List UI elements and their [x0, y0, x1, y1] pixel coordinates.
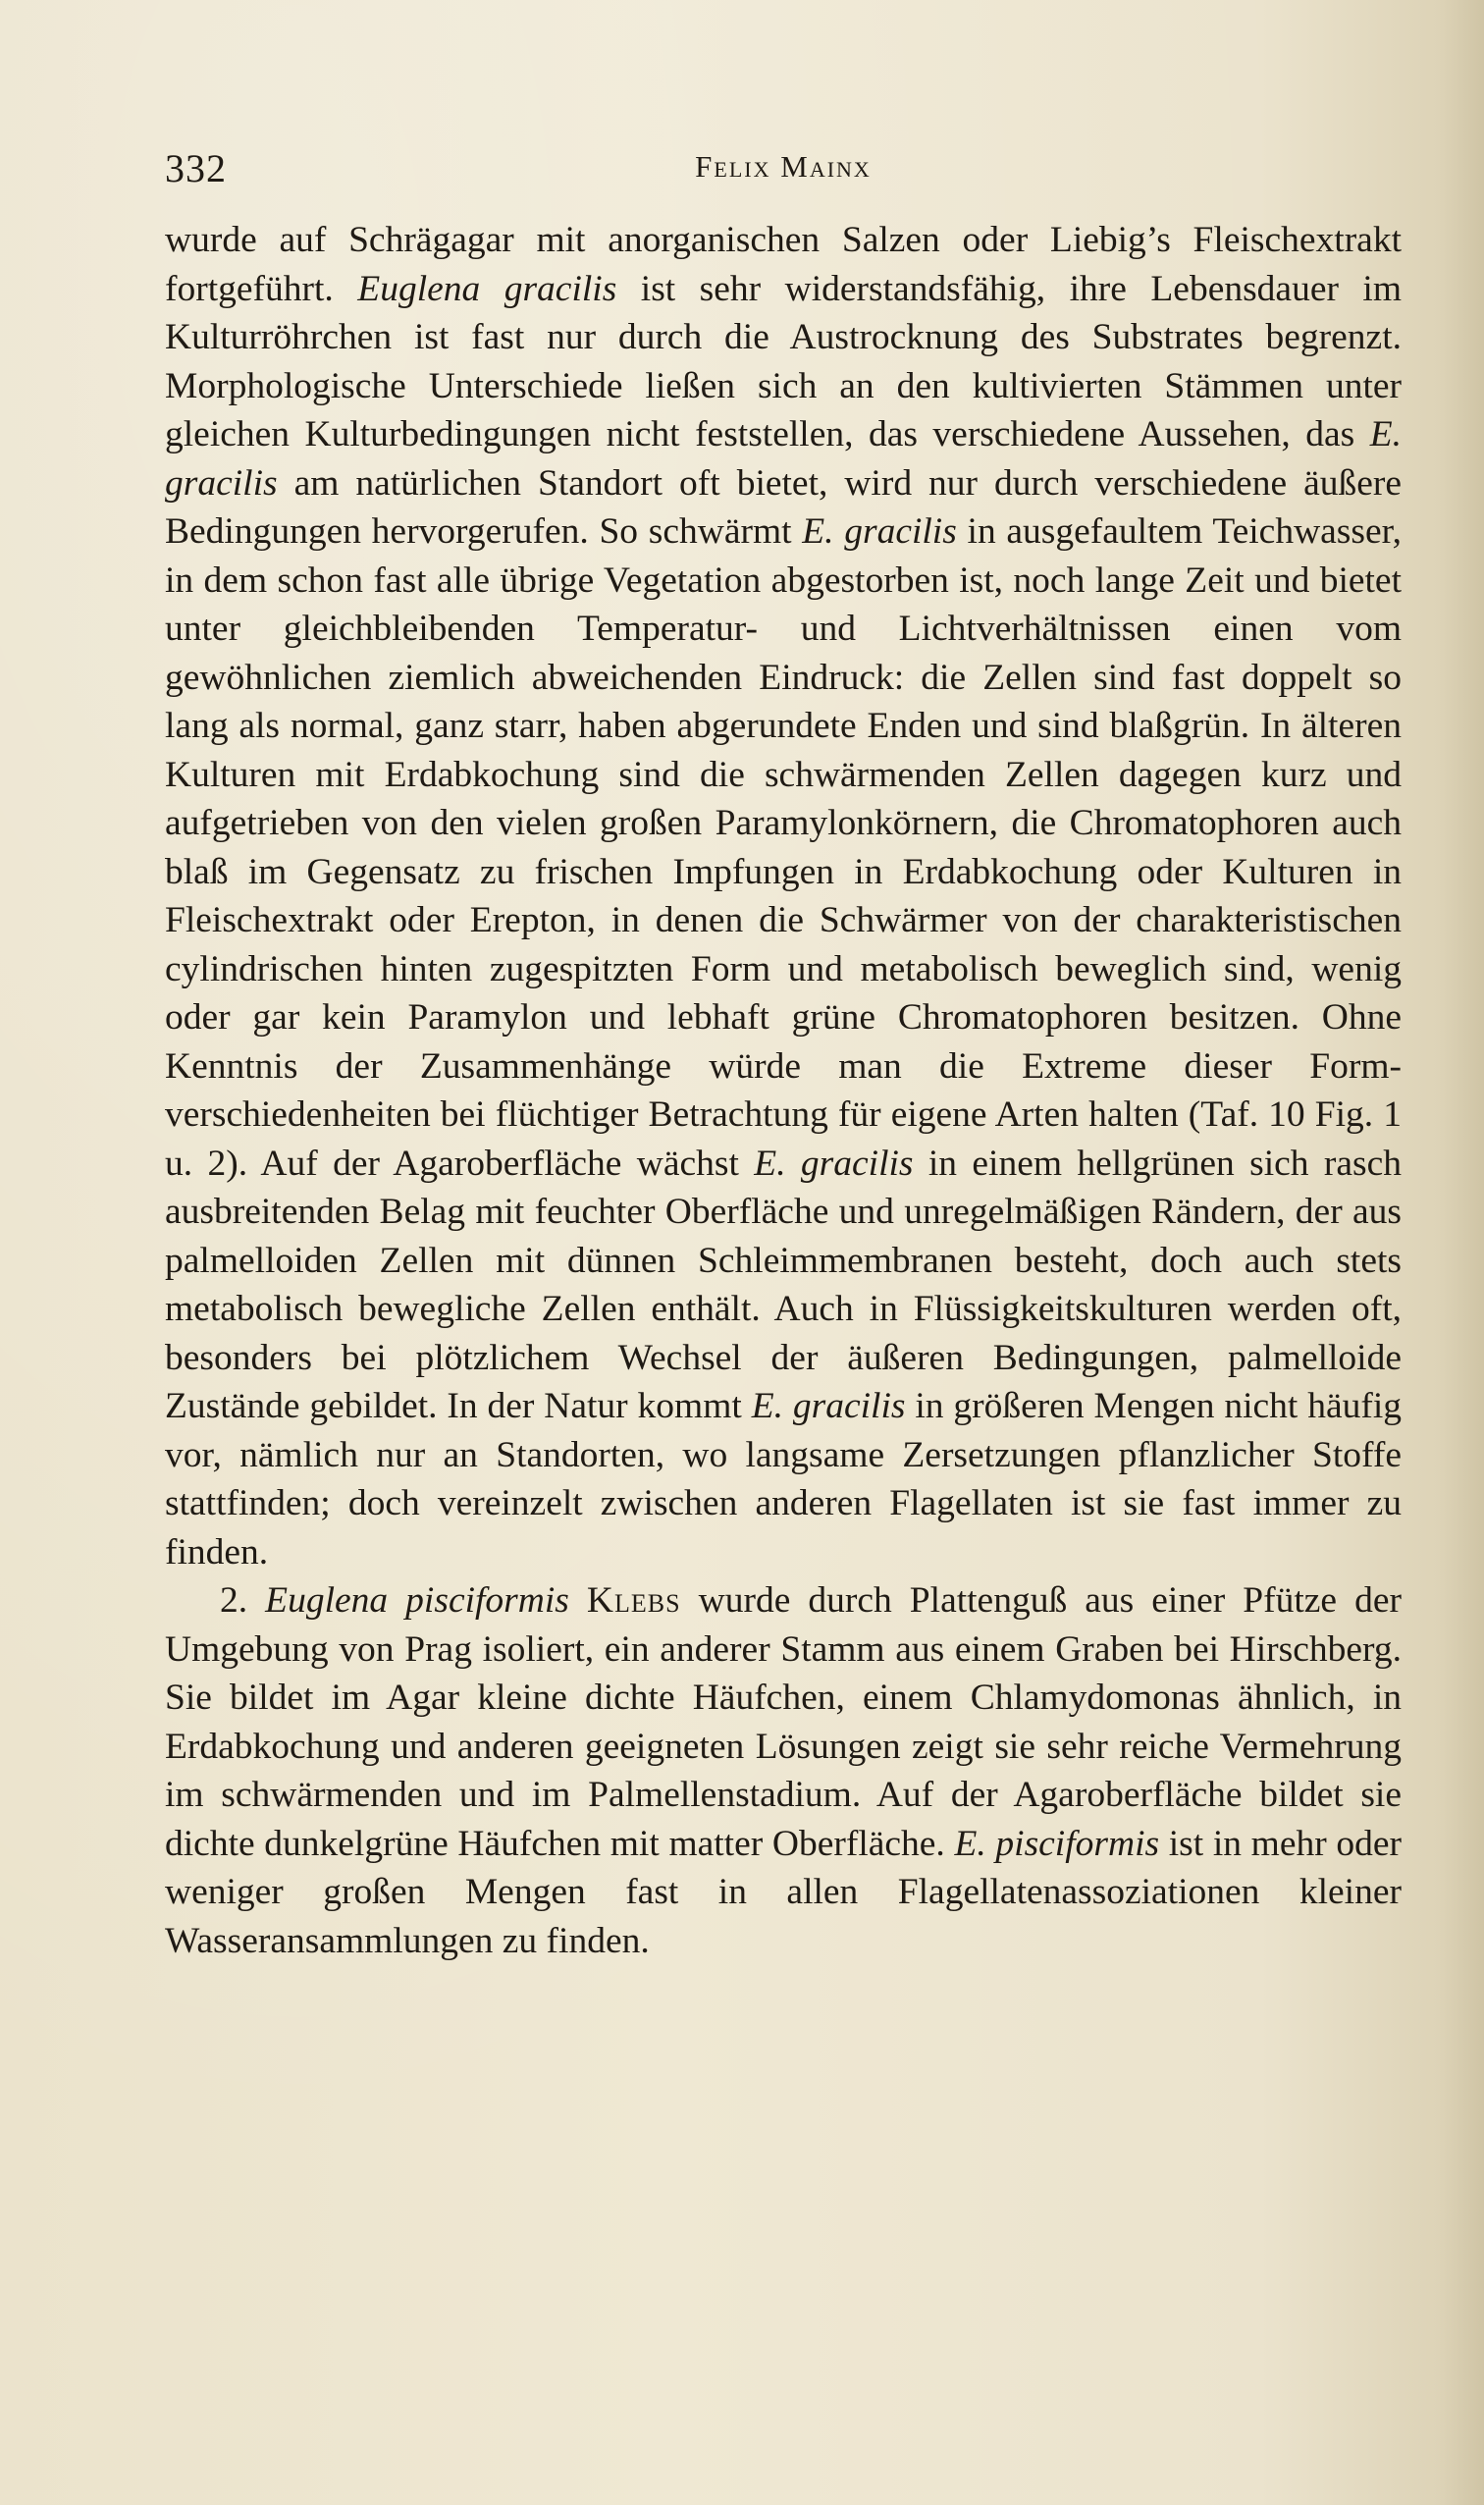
running-head-author: Felix Mainx [695, 149, 872, 184]
page-header [165, 145, 1402, 200]
paragraph-euglena-pisciformis [165, 1576, 1402, 1965]
text-run: in größeren Mengen nicht häufig vor, nämlich nur an Standorten, wo langsame Zersetzungen pflanzlicher Stoffe stattfinden; doch vereinzelt zwischen anderen Flagellaten ist sie fast immer zu finden. [165, 1386, 1402, 1572]
text-run: wurde durch Plattenguß aus einer Pfütze der Umgebung von Prag isoliert, ein anderer Stamm aus einem Graben bei Hirschberg. Sie bildet im Agar kleine dichte Häufchen, einem Chlamydomonas ähnlich, in Erdabkochung und anderen geeigneten Lösungen zeigt sie sehr reiche Vermehrung im schwärmenden und im Palmellenstadium. Auf der Agaroberfläche bildet sie dichte dunkelgrüne Häufchen mit matter Oberfläche. [165, 1580, 1402, 1864]
author-name: Klebs [586, 1580, 681, 1621]
species-name: E. gracilis [751, 1386, 906, 1426]
text-run: in einem hellgrünen sich rasch ausbreitenden Belag mit feuchter Oberfläche und unregelmäßigen Rändern, der aus palmelloiden Zellen mit dünnen Schleimmembranen besteht, doch auch stets metabolisch bewegliche Zellen enthält. Auch in Flüssigkeitskulturen werden oft, besonders bei plötzlichem Wechsel der äußeren Bedingungen, palmelloide Zustände gebildet. In der Natur kommt [165, 1143, 1402, 1426]
species-name: Euglena gracilis [357, 268, 617, 309]
paragraph-euglena-gracilis [165, 216, 1402, 1576]
species-name: E. gracilis [802, 511, 957, 552]
text-run: am natürlichen Standort oft bietet, wird nur durch verschiedene äußere Bedingungen hervorgerufen. So schwärmt [165, 462, 1402, 552]
species-name: E. gracilis [754, 1143, 914, 1184]
species-name: E. gracilis [165, 414, 1402, 504]
text-run: in ausgefaultem Teichwasser, in dem schon fast alle übrige Vegetation abgestorben ist, noch lange Zeit und bietet unter gleichbleibenden Temperatur- und Lichtverhältnissen einen vom gewöhnlichen ziemlich abweichenden Eindruck: die Zellen sind fast doppelt so lang als normal, ganz starr, haben abgerundete Enden und sind blaßgrün. In älteren Kulturen mit Erdabkochung sind die schwärmenden Zellen dagegen kurz und aufgetrieben von den vielen großen Paramylonkörnern, die Chromatophoren auch blaß im Gegensatz zu frischen Impfungen in Erdabkochung oder Kulturen in Fleischextrakt oder Erepton, in denen die Schwärmer von der charakteristischen cylindrischen hinten zugespitzten Form und metabolisch beweglich sind, wenig oder gar kein Paramylon und lebhaft grüne Chromatophoren besitzen. Ohne Kenntnis der Zusammenhänge würde man die Extreme dieser Formverschiedenheiten bei flüchtiger Betrachtung für eigene Arten halten (Taf. 10 Fig. 1 u. 2). Auf der Agaroberfläche wächst [165, 511, 1402, 1184]
text-run: wurde auf Schrägagar mit anorganischen Salzen oder Liebig’s Fleischextrakt fortgeführt. [165, 220, 1402, 309]
text-run: ist sehr widerstandsfähig, ihre Lebensdauer im Kulturröhrchen ist fast nur durch die Austrocknung des Substrates begrenzt. Morphologische Unterschiede ließen sich an den kultivierten Stämmen unter gleichen Kulturbedingungen nicht feststellen, das verschiedene Aussehen, das [165, 268, 1403, 454]
text-run: ist in mehr oder weniger großen Mengen fast in allen Flagellatenassoziationen kleiner Wasseransammlungen zu finden. [165, 1823, 1402, 1961]
species-name: Euglena pisciformis [265, 1580, 569, 1621]
body-text [165, 216, 1402, 1965]
species-name: E. pisciformis [954, 1823, 1160, 1864]
page-number: 332 [165, 146, 227, 190]
text-run: 2. [220, 1580, 266, 1621]
